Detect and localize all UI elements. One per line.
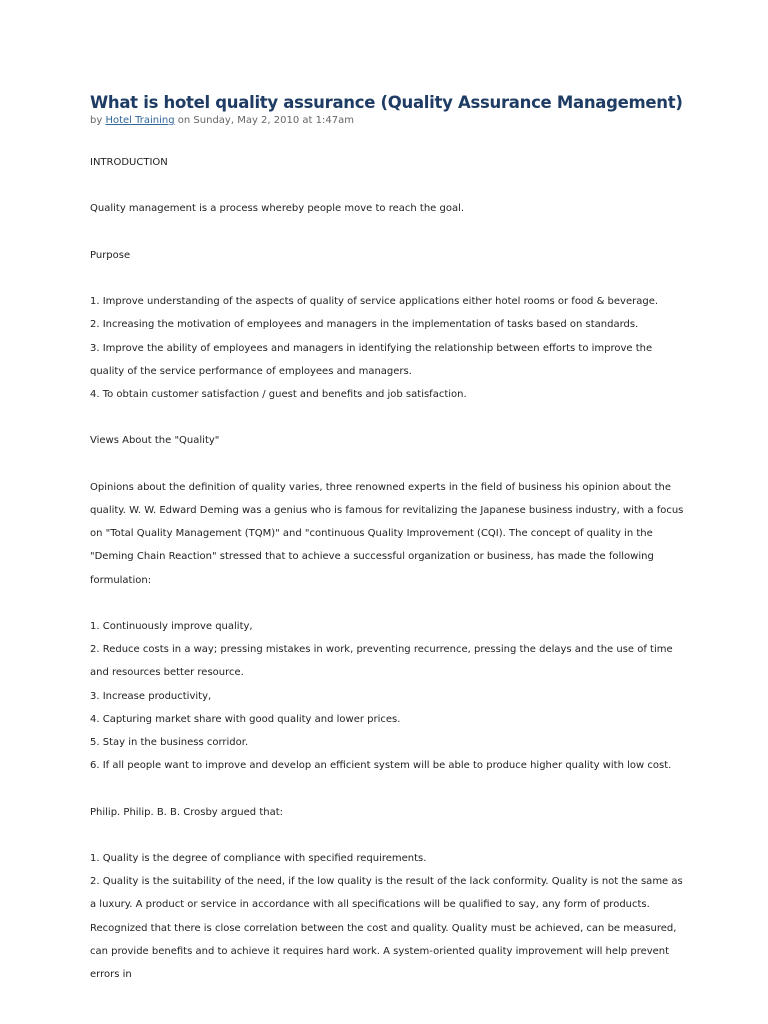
author-link[interactable]: Hotel Training bbox=[105, 115, 175, 126]
crosby-intro: Philip. Philip. B. B. Crosby argued that: bbox=[90, 806, 284, 818]
article-byline bbox=[90, 114, 688, 128]
purpose-item: 4. To obtain customer satisfaction / guest and benefits and job satisfaction. bbox=[90, 388, 467, 400]
purpose-item: 3. Improve the ability of employees and managers in identifying the relationship between efforts to improve the quality of the service performance of employees and managers. bbox=[90, 342, 653, 377]
deming-item: 3. Increase productivity, bbox=[90, 690, 212, 702]
deming-item: 1. Continuously improve quality, bbox=[90, 620, 253, 632]
heading-views: Views About the "Quality" bbox=[90, 435, 220, 447]
purpose-item: 2. Increasing the motivation of employees and managers in the implementation of tasks based on standards. bbox=[90, 319, 639, 331]
heading-introduction: INTRODUCTION bbox=[90, 157, 168, 168]
byline-date: on Sunday, May 2, 2010 at 1:47am bbox=[177, 115, 354, 126]
article-body bbox=[90, 151, 688, 986]
article-title: What is hotel quality assurance (Quality Assurance Management) bbox=[90, 93, 683, 112]
intro-paragraph: Quality management is a process whereby people move to reach the goal. bbox=[90, 203, 465, 215]
crosby-item: 2. Quality is the suitability of the need, if the low quality is the result of the lack conformity. Quality is not the same as a luxury. A product or service in accordance with all specifications will be qualified to say, any form of products. Recognized that there is close correlation between the cost and quality. Quality must be achieved, can be measured, can provide benefits and to achieve it requires hard work. A system-oriented quality improvement will help prevent errors in bbox=[90, 876, 683, 980]
byline-by: by bbox=[90, 115, 103, 126]
deming-item: 4. Capturing market share with good quality and lower prices. bbox=[90, 713, 401, 725]
deming-item: 2. Reduce costs in a way; pressing mistakes in work, preventing recurrence, pressing the delays and the use of time and resources better resource. bbox=[90, 644, 673, 679]
deming-item: 5. Stay in the business corridor. bbox=[90, 736, 249, 748]
crosby-item: 1. Quality is the degree of compliance with specified requirements. bbox=[90, 852, 427, 864]
deming-item: 6. If all people want to improve and develop an efficient system will be able to produce higher quality with low cost. bbox=[90, 760, 672, 772]
purpose-item: 1. Improve understanding of the aspects of quality of service applications either hotel rooms or food & beverage. bbox=[90, 296, 659, 308]
views-paragraph: Opinions about the definition of quality varies, three renowned experts in the field of business his opinion about the quality. W. W. Edward Deming was a genius who is famous for revitalizing the Japanese business industry, with a focus on "Total Quality Management (TQM)" and "continuous Quality Improvement (CQI). The concept of quality in the "Deming Chain Reaction" stressed that to achieve a successful organization or business, has made the following formulation: bbox=[90, 481, 684, 586]
heading-purpose: Purpose bbox=[90, 249, 131, 261]
